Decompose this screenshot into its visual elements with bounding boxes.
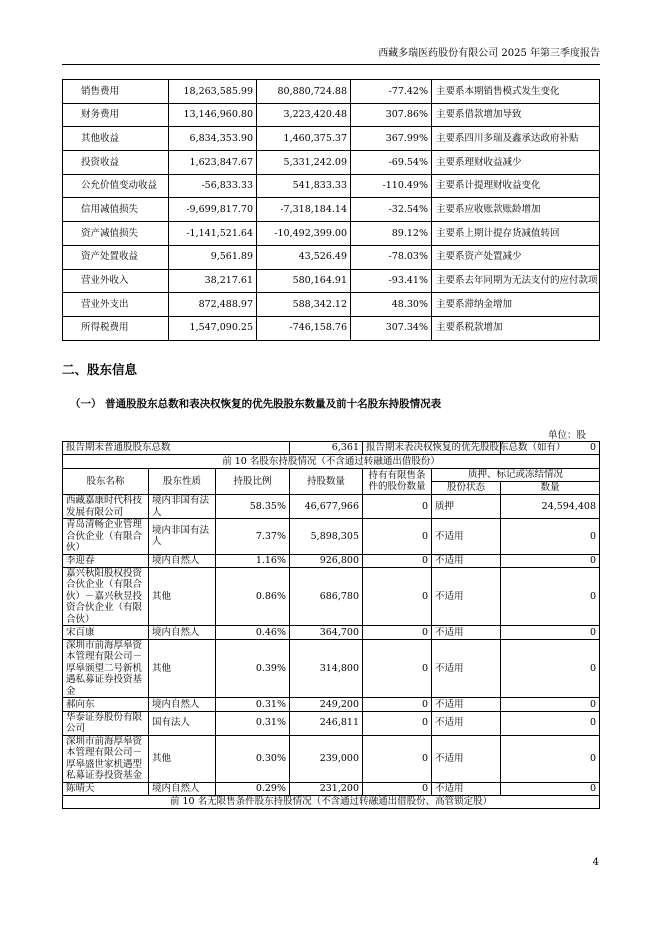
shareholder-status: 质押 — [432, 495, 501, 519]
shareholder-shares: 686,780 — [290, 567, 363, 626]
shareholder-name: 陈晴天 — [63, 782, 149, 795]
section-title: 二、股东信息 — [62, 362, 138, 377]
income-current: 872,488.97 — [169, 293, 257, 317]
income-prior: -10,492,399.00 — [257, 222, 351, 246]
income-item: 销售费用 — [63, 80, 169, 104]
income-current: 1,547,090.25 — [169, 316, 257, 340]
income-row — [63, 293, 600, 317]
shareholder-ratio: 0.31% — [216, 698, 290, 711]
shareholder-name: 李迎春 — [63, 554, 149, 567]
shareholder-restricted: 0 — [363, 639, 432, 698]
income-prior: -746,158.76 — [257, 316, 351, 340]
income-current: 6,834,353.90 — [169, 127, 257, 151]
shareholder-name: 宋百康 — [63, 626, 149, 639]
shareholder-qty: 0 — [501, 639, 600, 698]
shareholder-qty: 0 — [501, 735, 600, 782]
top10-title-row — [63, 455, 600, 468]
header-shares: 持股数量 — [290, 468, 363, 495]
shareholder-table — [62, 441, 600, 809]
income-change: 367.99% — [351, 127, 432, 151]
shareholder-nature: 境内自然人 — [149, 698, 216, 711]
shareholder-ratio: 0.29% — [216, 782, 290, 795]
income-prior: 5,331,242.09 — [257, 151, 351, 175]
shareholder-qty: 0 — [501, 626, 600, 639]
income-prior: -7,318,184.14 — [257, 198, 351, 222]
income-change: -69.54% — [351, 151, 432, 175]
income-row — [63, 198, 600, 222]
shareholder-restricted: 0 — [363, 495, 432, 519]
header-nature: 股东性质 — [149, 468, 216, 495]
income-reason: 主要系理财收益减少 — [432, 151, 600, 175]
income-current: 9,561.89 — [169, 245, 257, 269]
income-reason: 主要系税款增加 — [432, 316, 600, 340]
shareholder-shares: 314,800 — [290, 639, 363, 698]
header-restricted: 持有有限售条件的股份数量 — [363, 468, 432, 495]
shareholder-nature: 其他 — [149, 735, 216, 782]
income-row — [63, 269, 600, 293]
pref-holders-label: 报告期末表决权恢复的优先股股东总数（如有） — [363, 442, 501, 455]
income-change: -78.03% — [351, 245, 432, 269]
shareholder-ratio: 0.46% — [216, 626, 290, 639]
header-status: 股份状态 — [432, 481, 501, 494]
header-name: 股东名称 — [63, 468, 149, 495]
shareholder-restricted: 0 — [363, 782, 432, 795]
income-prior: 80,880,724.88 — [257, 80, 351, 104]
income-row — [63, 151, 600, 175]
shareholder-qty: 0 — [501, 698, 600, 711]
shareholder-shares: 364,700 — [290, 626, 363, 639]
income-row — [63, 80, 600, 104]
shareholder-ratio: 58.35% — [216, 495, 290, 519]
shareholder-shares: 231,200 — [290, 782, 363, 795]
income-item: 营业外支出 — [63, 293, 169, 317]
income-row — [63, 103, 600, 127]
income-current: -56,833.33 — [169, 174, 257, 198]
income-row — [63, 245, 600, 269]
income-row — [63, 316, 600, 340]
income-current: 38,217.61 — [169, 269, 257, 293]
income-reason: 主要系滞纳金增加 — [432, 293, 600, 317]
income-reason: 主要系上期计提存货减值转回 — [432, 222, 600, 246]
income-change: 89.12% — [351, 222, 432, 246]
header-pledge: 质押、标记或冻结情况 — [432, 468, 600, 481]
income-item: 投资收益 — [63, 151, 169, 175]
income-item: 资产减值损失 — [63, 222, 169, 246]
shareholder-ratio: 0.39% — [216, 639, 290, 698]
unit-label: 单位：股 — [547, 430, 586, 441]
income-row — [63, 222, 600, 246]
shareholder-nature: 境内自然人 — [149, 626, 216, 639]
income-item: 营业外收入 — [63, 269, 169, 293]
shareholder-row — [63, 639, 600, 698]
shareholder-restricted: 0 — [363, 711, 432, 735]
income-reason: 主要系去年同期为无法支付的应付款项 — [432, 269, 600, 293]
income-changes-table — [62, 79, 600, 341]
top10-unrestricted-title-row — [63, 795, 600, 808]
income-current: -9,699,817.70 — [169, 198, 257, 222]
income-current: 18,263,585.99 — [169, 80, 257, 104]
income-row — [63, 174, 600, 198]
header-qty: 数量 — [501, 481, 600, 494]
pref-holders-value: 0 — [501, 442, 600, 455]
shareholder-row — [63, 711, 600, 735]
income-item: 公允价值变动收益 — [63, 174, 169, 198]
shareholder-name: 郝向东 — [63, 698, 149, 711]
top10-unrestricted-title: 前 10 名无限售条件股东持股情况（不含通过转融通出借股份、高管锁定股） — [63, 795, 600, 808]
shareholder-row — [63, 495, 600, 519]
income-reason: 主要系计提理财收益变化 — [432, 174, 600, 198]
shareholder-name: 青岛清畅企业管理合伙企业（有限合伙） — [63, 519, 149, 555]
shareholder-nature: 其他 — [149, 567, 216, 626]
shareholder-row — [63, 567, 600, 626]
shareholder-name: 华泰证券股份有限公司 — [63, 711, 149, 735]
shareholder-qty: 0 — [501, 567, 600, 626]
shareholder-status: 不适用 — [432, 735, 501, 782]
shareholder-row — [63, 519, 600, 555]
shareholder-ratio: 0.86% — [216, 567, 290, 626]
shareholder-restricted: 0 — [363, 554, 432, 567]
header-row-1 — [63, 468, 600, 481]
shareholder-qty: 0 — [501, 554, 600, 567]
income-item: 信用减值损失 — [63, 198, 169, 222]
page-number: 4 — [592, 857, 599, 868]
income-reason: 主要系四川多瑞及鑫承达政府补贴 — [432, 127, 600, 151]
shareholder-status: 不适用 — [432, 698, 501, 711]
income-reason: 主要系应收账款账龄增加 — [432, 198, 600, 222]
shareholder-ratio: 1.16% — [216, 554, 290, 567]
shareholder-status: 不适用 — [432, 554, 501, 567]
income-change: -32.54% — [351, 198, 432, 222]
shareholder-nature: 境内非国有法人 — [149, 495, 216, 519]
shareholder-ratio: 0.30% — [216, 735, 290, 782]
shareholder-status: 不适用 — [432, 626, 501, 639]
shareholder-nature: 境内自然人 — [149, 554, 216, 567]
income-current: 13,146,960.80 — [169, 103, 257, 127]
income-item: 财务费用 — [63, 103, 169, 127]
shareholder-status: 不适用 — [432, 711, 501, 735]
shareholder-row — [63, 626, 600, 639]
total-holders-value: 6,361 — [290, 442, 363, 455]
shareholder-restricted: 0 — [363, 626, 432, 639]
shareholder-shares: 5,898,305 — [290, 519, 363, 555]
shareholder-shares: 246,811 — [290, 711, 363, 735]
shareholder-qty: 0 — [501, 782, 600, 795]
shareholder-name: 深圳市前海厚皋资本管理有限公司－厚皋盛世家机遇型私募证券投资基金 — [63, 735, 149, 782]
income-prior: 588,342.12 — [257, 293, 351, 317]
header-ratio: 持股比例 — [216, 468, 290, 495]
income-current: 1,623,847.67 — [169, 151, 257, 175]
income-change: -77.42% — [351, 80, 432, 104]
income-item: 所得税费用 — [63, 316, 169, 340]
shareholder-nature: 境内自然人 — [149, 782, 216, 795]
shareholder-restricted: 0 — [363, 698, 432, 711]
shareholder-shares: 249,200 — [290, 698, 363, 711]
shareholder-row — [63, 782, 600, 795]
income-change: 307.34% — [351, 316, 432, 340]
income-prior: 1,460,375.37 — [257, 127, 351, 151]
shareholder-status: 不适用 — [432, 519, 501, 555]
report-header-title: 西藏多瑞医药股份有限公司 2025 年第三季度报告 — [378, 48, 600, 59]
shareholder-nature: 国有法人 — [149, 711, 216, 735]
shareholder-shares: 46,677,966 — [290, 495, 363, 519]
shareholder-ratio: 0.31% — [216, 711, 290, 735]
income-change: 307.86% — [351, 103, 432, 127]
shareholder-name: 西藏嘉康时代科技发展有限公司 — [63, 495, 149, 519]
income-change: 48.30% — [351, 293, 432, 317]
income-change: -93.41% — [351, 269, 432, 293]
income-change: -110.49% — [351, 174, 432, 198]
shareholder-qty: 0 — [501, 519, 600, 555]
top10-title: 前 10 名股东持股情况（不含通过转融通出借股份） — [63, 455, 600, 468]
shareholder-row — [63, 698, 600, 711]
header-rule — [62, 64, 600, 65]
income-item: 资产处置收益 — [63, 245, 169, 269]
income-reason: 主要系借款增加导致 — [432, 103, 600, 127]
income-prior: 3,223,420.48 — [257, 103, 351, 127]
shareholder-nature: 境内非国有法人 — [149, 519, 216, 555]
income-item: 其他收益 — [63, 127, 169, 151]
shareholder-shares: 926,800 — [290, 554, 363, 567]
total-holders-row — [63, 442, 600, 455]
shareholder-restricted: 0 — [363, 567, 432, 626]
shareholder-shares: 239,000 — [290, 735, 363, 782]
shareholder-name: 深圳市前海厚皋资本管理有限公司－厚皋颁望二号新机遇私募证券投资基金 — [63, 639, 149, 698]
shareholder-restricted: 0 — [363, 519, 432, 555]
income-current: -1,141,521.64 — [169, 222, 257, 246]
shareholder-ratio: 7.37% — [216, 519, 290, 555]
shareholder-qty: 0 — [501, 711, 600, 735]
income-reason: 主要系资产处置减少 — [432, 245, 600, 269]
income-prior: 43,526.49 — [257, 245, 351, 269]
shareholder-restricted: 0 — [363, 735, 432, 782]
shareholder-nature: 其他 — [149, 639, 216, 698]
income-prior: 541,833.33 — [257, 174, 351, 198]
shareholder-status: 不适用 — [432, 567, 501, 626]
income-row — [63, 127, 600, 151]
shareholder-qty: 24,594,408 — [501, 495, 600, 519]
total-holders-label: 报告期末普通股股东总数 — [63, 442, 290, 455]
shareholder-status: 不适用 — [432, 782, 501, 795]
income-prior: 580,164.91 — [257, 269, 351, 293]
shareholder-row — [63, 735, 600, 782]
shareholder-name: 嘉兴秋阳股权投资合伙企业（有限合伙）－嘉兴秋昱投资合伙企业（有限合伙） — [63, 567, 149, 626]
shareholder-status: 不适用 — [432, 639, 501, 698]
income-reason: 主要系本期销售模式发生变化 — [432, 80, 600, 104]
shareholder-row — [63, 554, 600, 567]
subsection-title: （一） 普通股股东总数和表决权恢复的优先股股东数量及前十名股东持股情况表 — [70, 398, 442, 410]
